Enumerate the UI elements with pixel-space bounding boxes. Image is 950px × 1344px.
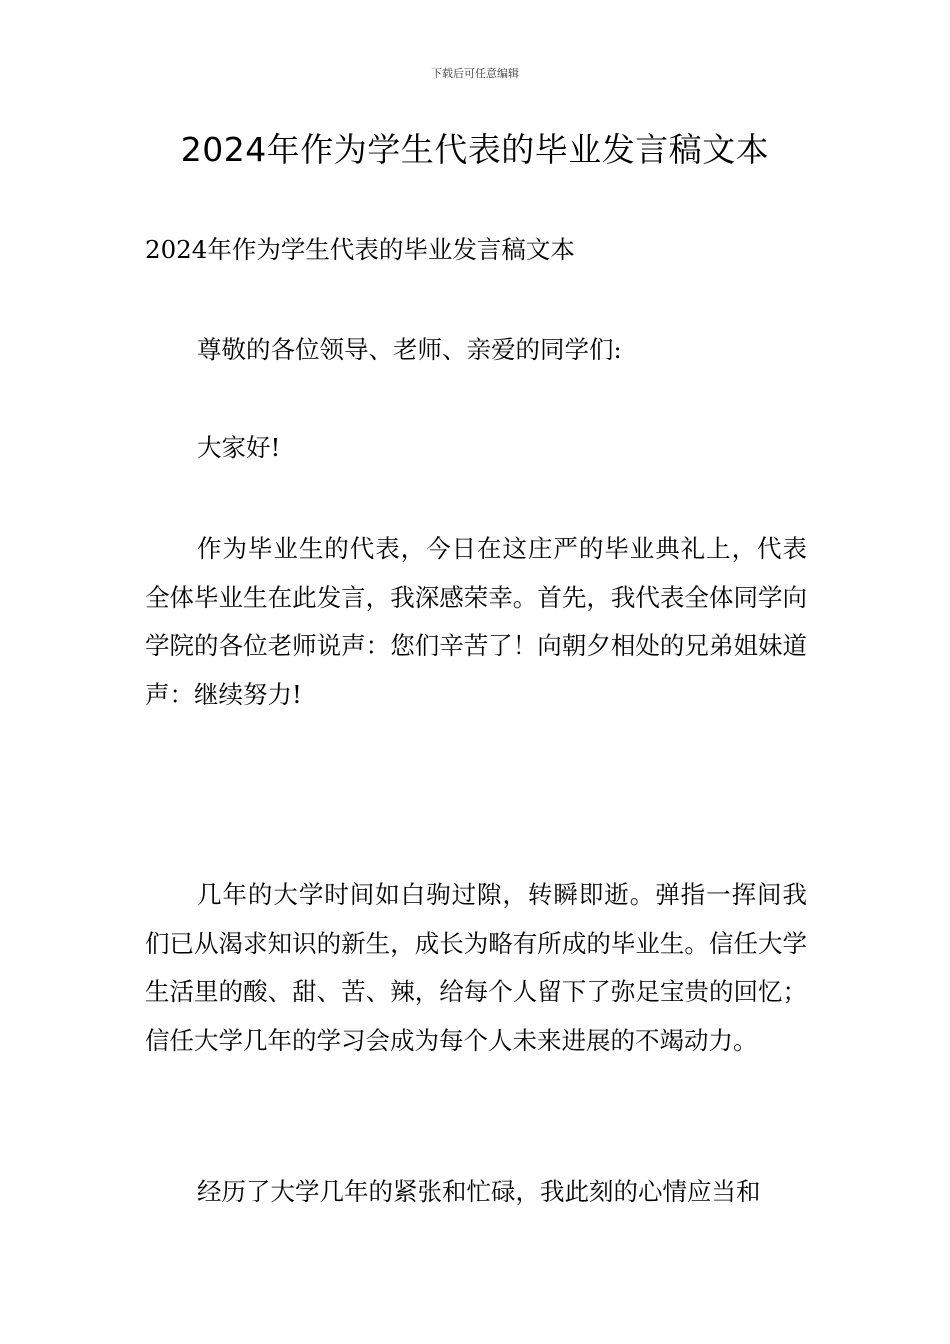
- document-subtitle: 2024年作为学生代表的毕业发言稿文本: [145, 235, 575, 264]
- body-paragraph-3: 经历了大学几年的紧张和忙碌，我此刻的心情应当和: [197, 1177, 761, 1206]
- greeting-paragraph: 大家好!: [197, 433, 281, 462]
- page-header-note: 下载后可任意编辑: [431, 67, 519, 80]
- body-paragraph-1: 作为毕业生的代表，今日在这庄严的毕业典礼上，代表全体毕业生在此发言，我深感荣幸。首先，我代表全体同学向学院的各位老师说声：您们辛苦了！向朝夕相处的兄弟姐妹道声：继续努力!: [145, 534, 807, 709]
- document-title: 2024年作为学生代表的毕业发言稿文本: [180, 130, 770, 169]
- salutation-paragraph: 尊敬的各位领导、老师、亲爱的同学们:: [197, 335, 622, 364]
- body-paragraph-2: 几年的大学时间如白驹过隙，转瞬即逝。弹指一挥间我们已从渴求知识的新生，成长为略有所成的毕业生。信任大学生活里的酸、甜、苦、辣，给每个人留下了弥足宝贵的回忆；信任大学几年的学习会成为每个人未来进展的不竭动力。: [145, 880, 807, 1055]
